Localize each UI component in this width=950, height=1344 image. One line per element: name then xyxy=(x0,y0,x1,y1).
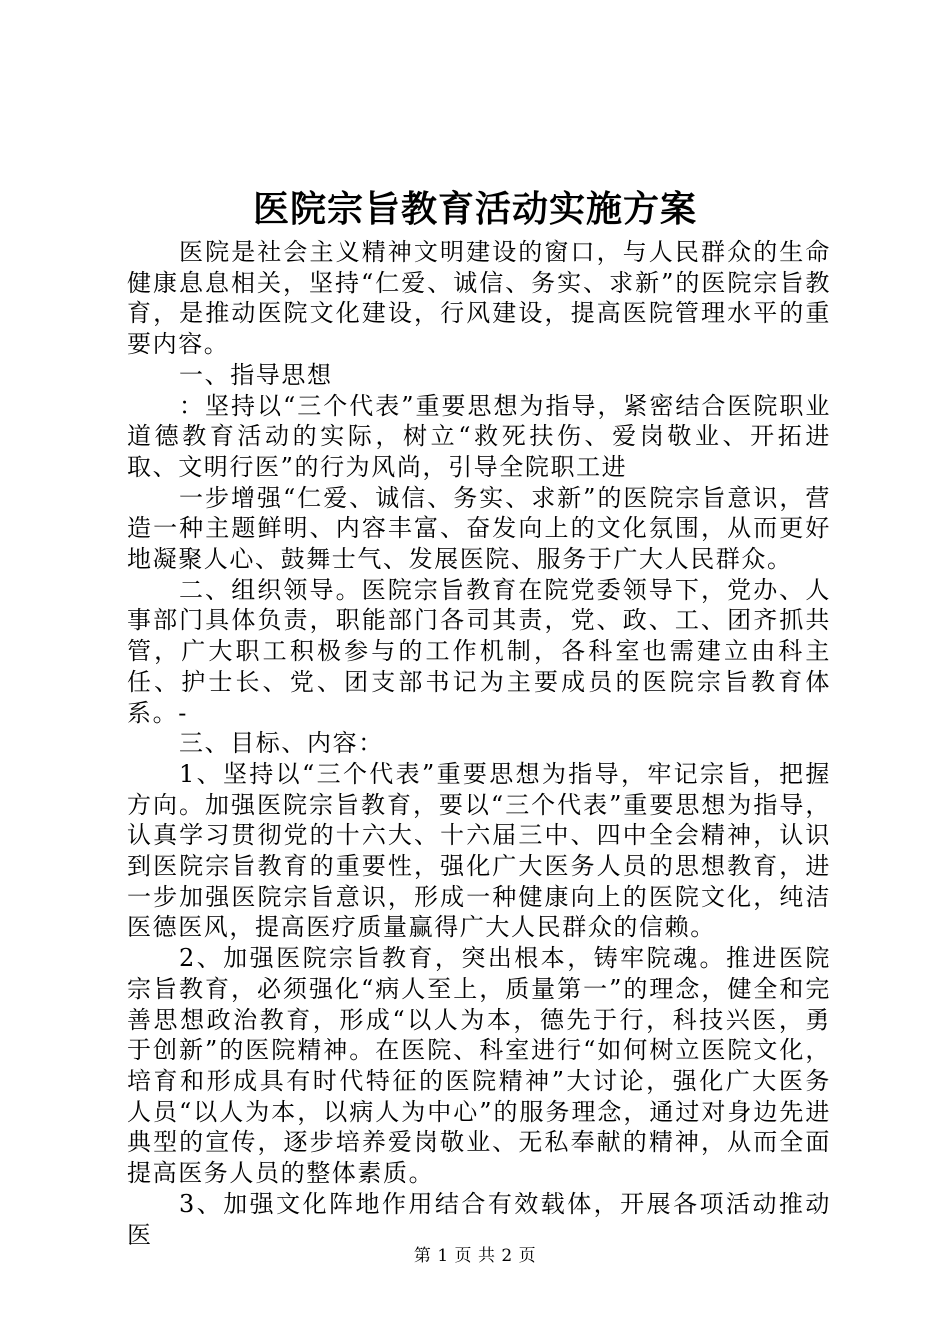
paragraph-guiding-ideology: ：坚持以“三个代表”重要思想为指导，紧密结合医院职业道德教育活动的实际，树立“救死扶伤、爱岗敬业、开拓进取、文明行医”的行为风尚，引导全院职工进 xyxy=(127,391,831,481)
paragraph-guiding-ideology-continued: 一步增强“仁爱、诚信、务实、求新”的医院宗旨意识，营造一种主题鲜明、内容丰富、奋发向上的文化氛围，从而更好地凝聚人心、鼓舞士气、发展医院、服务于广大人民群众。 xyxy=(127,483,831,574)
paragraph-organization-leadership: 二、组织领导。医院宗旨教育在院党委领导下，党办、人事部门具体负责，职能部门各司其责，党、政、工、团齐抓共管，广大职工积极参与的工作机制，各科室也需建立由科主任、护士长、党、团支部书记为主要成员的医院宗旨教育体系。- xyxy=(127,575,831,727)
paragraph-intro: 医院是社会主义精神文明建设的窗口，与人民群众的生命健康息息相关，坚持“仁爱、诚信、务实、求新”的医院宗旨教育，是推动医院文化建设，行风建设，提高医院管理水平的重要内容。 xyxy=(127,238,831,359)
page-footer: 第 1 页 共 2 页 xyxy=(413,1246,537,1266)
paragraph-item-3: 3、加强文化阵地作用结合有效载体，开展各项活动推动医 xyxy=(127,1189,831,1249)
section-heading-goals-content: 三、目标、内容： xyxy=(179,729,384,758)
document-body xyxy=(127,237,831,1250)
paragraph-item-1: 1、坚持以“三个代表”重要思想为指导，牢记宗旨，把握方向。加强医院宗旨教育，要以“三个代表”重要思想为指导，认真学习贯彻党的十六大、十六届三中、四中全会精神，认识到医院宗旨教育的重要性，强化广大医务人员的思想教育，进一步加强医院宗旨意识，形成一种健康向上的医院文化，纯洁医德医风，提高医疗质量赢得广大人民群众的信赖。 xyxy=(127,759,831,942)
section-heading-guiding-ideology: 一、指导思想 xyxy=(179,360,333,389)
document-title: 医院宗旨教育活动实施方案 xyxy=(252,188,697,230)
paragraph-item-2: 2、加强医院宗旨教育，突出根本，铸牢院魂。推进医院宗旨教育，必须强化“病人至上，质量第一”的理念，健全和完善思想政治教育，形成“以人为本，德先于行，科技兴医，勇于创新”的医院精神。在医院、科室进行“如何树立医院文化，培育和形成具有时代特征的医院精神”大讨论，强化广大医务人员“以人为本，以病人为中心”的服务理念，通过对身边先进典型的宣传，逐步培养爱岗敬业、无私奉献的精神，从而全面提高医务人员的整体素质。 xyxy=(127,944,831,1188)
